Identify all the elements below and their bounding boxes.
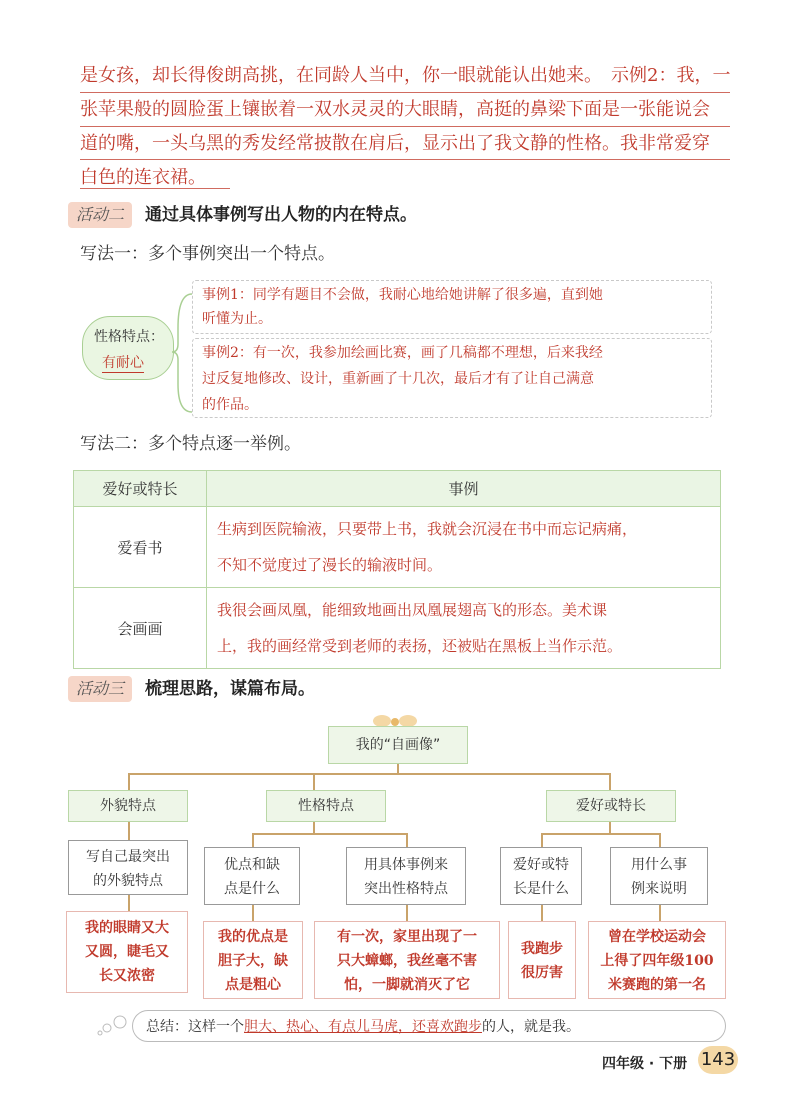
answer-hobby-example xyxy=(588,921,726,999)
branch-personality: 性格特点 xyxy=(266,790,386,822)
thought-bubble-icon xyxy=(96,1002,130,1036)
table-cell-example xyxy=(207,507,721,588)
question-line: 突出性格特点 xyxy=(364,881,448,897)
connector-line xyxy=(406,905,408,921)
activity3-title: 梳理思路，谋篇布局。 xyxy=(145,679,315,699)
question-line: 优点和缺 xyxy=(224,857,280,873)
answer-pros-cons xyxy=(203,921,303,999)
trait-value: 有耐心 xyxy=(102,352,144,373)
table-header-example: 事例 xyxy=(207,471,721,507)
table-cell-line: 生病到医院输液，只要带上书，我就会沉浸在书中而忘记病痛， xyxy=(217,520,638,538)
table-cell-line: 上，我的画经常受到老师的表扬，还被贴在黑板上当作示范。 xyxy=(217,637,623,655)
brace-connector xyxy=(172,288,194,418)
table-cell-hobby: 会画画 xyxy=(74,588,207,669)
question-hobby-what xyxy=(500,847,582,905)
summary-suffix: 的人，就是我。 xyxy=(482,1019,580,1035)
method2-title: 写法二：多个特点逐一举例。 xyxy=(80,434,301,454)
branch-hobby: 爱好或特长 xyxy=(546,790,676,822)
table-cell-hobby: 爱看书 xyxy=(74,507,207,588)
connector-line xyxy=(406,833,408,847)
hobby-table xyxy=(73,470,721,669)
connector-line xyxy=(252,905,254,921)
activity2-title: 通过具体事例写出人物的内在特点。 xyxy=(145,205,417,225)
activity3-badge: 活动三 xyxy=(68,676,132,702)
summary-prefix: 总结：这样一个 xyxy=(146,1019,244,1035)
connector-line xyxy=(128,773,610,775)
table-cell-line: 不知不觉度过了漫长的输液时间。 xyxy=(217,556,443,574)
answer-appearance xyxy=(66,911,188,993)
answer-line: 米赛跑的第一名 xyxy=(608,977,706,993)
summary-text xyxy=(146,1016,580,1036)
connector-line xyxy=(128,773,130,790)
trait-label: 性格特点： xyxy=(94,329,164,345)
question-line: 长是什么 xyxy=(513,881,569,897)
table-row xyxy=(74,507,721,588)
connector-line xyxy=(252,833,254,847)
example2-line-1: 事例2：有一次，我参加绘画比赛，画了几稿都不理想，后来我经 xyxy=(202,345,603,361)
question-pros-cons xyxy=(204,847,300,905)
answer-underline-3 xyxy=(80,159,730,160)
example1-line-2: 听懂为止。 xyxy=(202,311,272,327)
summary-fill: 胆大、热心、有点儿马虎，还喜欢跑步 xyxy=(244,1019,482,1035)
table-row xyxy=(74,588,721,669)
example2-line-2: 过反复地修改、设计，重新画了十几次，最后才有了让自己满意 xyxy=(202,371,594,387)
answer-line: 怕，一脚就消灭了它 xyxy=(344,977,470,993)
question-line: 点是什么 xyxy=(224,881,280,897)
example1-line-1: 事例1：同学有题目不会做，我耐心地给她讲解了很多遍，直到她 xyxy=(202,287,603,303)
question-line: 用什么事 xyxy=(631,857,687,873)
answer-line-1: 是女孩，却长得俊朗高挑，在同龄人当中，你一眼就能认出她来。 示例2：我，一 xyxy=(80,65,730,86)
answer-line: 我的优点是 xyxy=(218,929,288,945)
connector-line xyxy=(659,905,661,921)
mindmap-root: 我的“自画像” xyxy=(328,726,468,764)
table-cell-example xyxy=(207,588,721,669)
answer-line: 有一次，家里出现了一 xyxy=(337,929,477,945)
answer-personality-example xyxy=(314,921,500,999)
question-personality-example xyxy=(346,847,466,905)
answer-line: 我跑步 xyxy=(521,941,563,957)
branch-appearance: 外貌特点 xyxy=(68,790,188,822)
grade-label: 四年级 · 下册 xyxy=(602,1056,688,1072)
question-hobby-example xyxy=(610,847,708,905)
answer-line: 点是粗心 xyxy=(225,977,281,993)
answer-underline-4 xyxy=(80,188,230,189)
answer-hobby-what xyxy=(508,921,576,999)
answer-line: 我的眼睛又大 xyxy=(85,920,169,936)
example2-line-3: 的作品。 xyxy=(202,397,258,413)
question-line: 爱好或特 xyxy=(513,857,569,873)
connector-line xyxy=(128,822,130,840)
answer-underline-1 xyxy=(80,92,730,93)
activity2-badge: 活动二 xyxy=(68,202,132,228)
connector-line xyxy=(313,773,315,790)
connector-line xyxy=(659,833,661,847)
connector-line xyxy=(252,833,408,835)
answer-underline-2 xyxy=(80,126,730,127)
connector-line xyxy=(541,905,543,921)
connector-line xyxy=(541,833,661,835)
answer-line: 很厉害 xyxy=(521,965,563,981)
answer-line: 只大蟑螂，我丝毫不害 xyxy=(337,953,477,969)
table-cell-line: 我很会画凤凰，能细致地画出凤凰展翅高飞的形态。美术课 xyxy=(217,601,608,619)
question-appearance xyxy=(68,840,188,895)
answer-line: 曾在学校运动会 xyxy=(608,929,706,945)
connector-line xyxy=(541,833,543,847)
table-header-row xyxy=(74,471,721,507)
answer-line: 长又浓密 xyxy=(99,968,155,984)
answer-line-3: 道的嘴，一头乌黑的秀发经常披散在肩后，显示出了我文静的性格。我非常爱穿 xyxy=(80,133,710,154)
method1-title: 写法一：多个事例突出一个特点。 xyxy=(80,244,335,264)
answer-line: 上得了四年级100 xyxy=(600,953,714,969)
answer-line: 又圆，睫毛又 xyxy=(85,944,169,960)
page-number: 143 xyxy=(698,1046,738,1074)
connector-line xyxy=(609,773,611,790)
question-line: 例来说明 xyxy=(631,881,687,897)
question-line: 写自己最突出 xyxy=(86,849,170,865)
answer-line: 胆子大，缺 xyxy=(218,953,288,969)
table-header-hobby: 爱好或特长 xyxy=(74,471,207,507)
answer-line-4: 白色的连衣裙。 xyxy=(80,167,206,188)
question-line: 用具体事例来 xyxy=(364,857,448,873)
answer-line-2: 张苹果般的圆脸蛋上镶嵌着一双水灵灵的大眼睛，高挺的鼻梁下面是一张能说会 xyxy=(80,99,710,120)
connector-line xyxy=(128,895,130,911)
question-line: 的外貌特点 xyxy=(93,873,163,889)
